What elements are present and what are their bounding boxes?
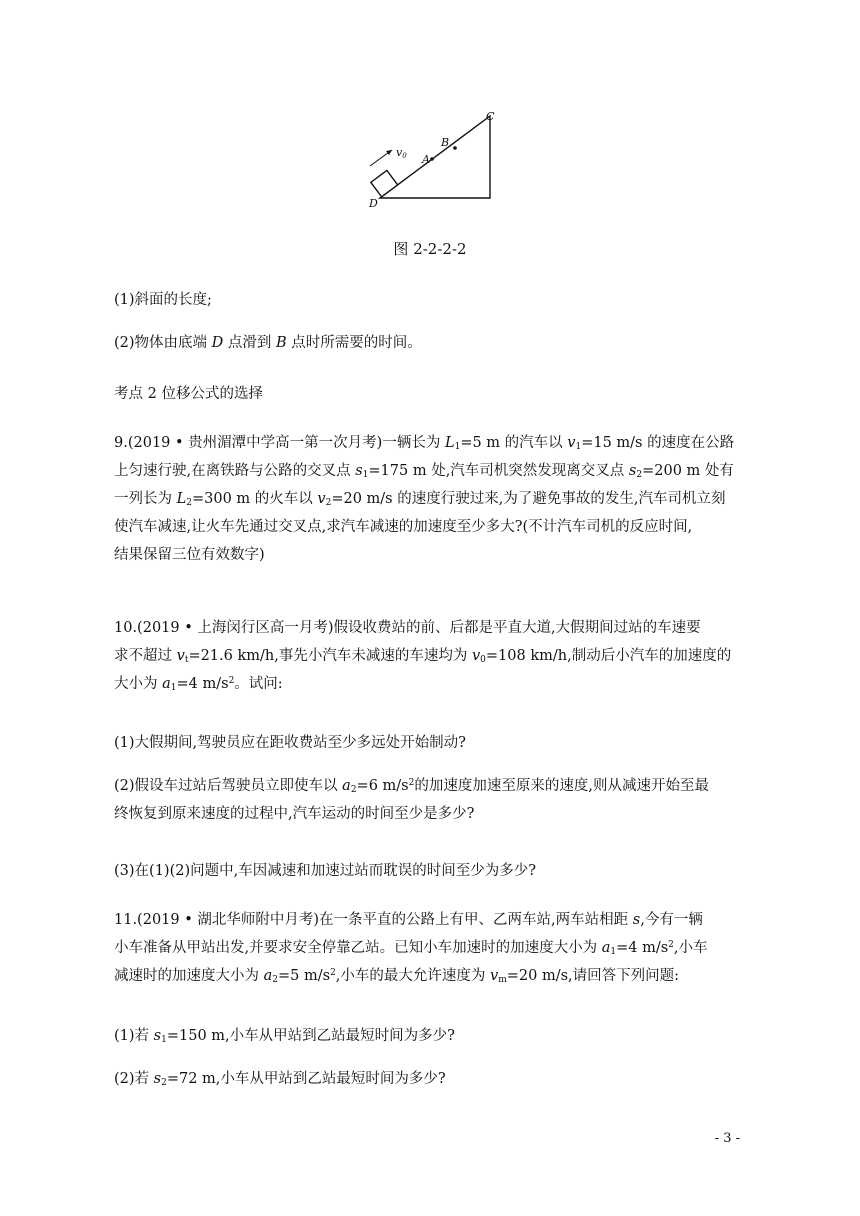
incline-diagram — [360, 108, 500, 212]
label-v0: v0 — [396, 146, 407, 160]
section-heading: 考点 2 位移公式的选择 — [114, 386, 263, 402]
question-11: 11.(2019 • 湖北华师附中月考)在一条平直的公路上有甲、乙两车站,两车站相距 s,今有一辆 小车准备从甲站出发,并要求安全停靠乙站。已知小车加速时的加速度大小为 $a_1=4$ $m/s^2$,小车 减速时的加速度大小为 $a_2=5$ $m/s^2$,小车的最大允许速度为 $v_m=20$ m/s,请回答下列问题: — [114, 912, 708, 985]
question-10-part-2: (2)假设车过站后驾驶员立即使车以 $a_2=6$ $m/s^2$的加速度加速至原来的速度,则从减速开始至最 终恢复到原来速度的过程中,汽车运动的时间至少是多少? — [114, 778, 709, 822]
figure-caption: 图 2-2-2-2 — [393, 240, 467, 258]
label-a: A — [422, 153, 430, 166]
question-11-part-1: (1)若 $s_1=150$ m,小车从甲站到乙站最短时间为多少? — [114, 1028, 455, 1045]
question-10-part-3: (3)在(1)(2)问题中,车因减速和加速过站而耽误的时间至少为多少? — [114, 863, 536, 879]
label-b: B — [441, 136, 450, 149]
question-10: 10.(2019 • 上海闵行区高一月考)假设收费站的前、后都是平直大道,大假期间过站的车速要 求不超过 $v_t=21.6$ km/h,事先小汽车未减速的车速均为 $v_0=108$ km/h,制动后小汽车的加速度的 大小为 $a_1=4$ $m/s^2$。试问: — [114, 620, 732, 693]
question-9: 9.(2019 • 贵州湄潭中学高一第一次月考)一辆长为 $L_1=5$ m 的汽车以 $v_1=15$ m/s 的速度在公路 上匀速行驶,在离铁路与公路的交叉点 $s_1=175$ m 处,汽车司机突然发现离交叉点 $s_2=200$ m 处有 一列长为 $L_2=300$ m 的火车以 $v_2=20$ m/s 的速度行驶过来,为了避免事故的发生,汽车司机立刻 使汽车减速,让火车先通过交叉点,求汽车减速的加速度至少多大?(不计汽车司机的反应时间, 结果保留三位有效数字) — [114, 435, 735, 563]
label-c: C — [486, 110, 495, 123]
question-10-part-1: (1)大假期间,驾驶员应在距收费站至少多远处开始制动? — [114, 735, 466, 751]
label-d: D — [369, 197, 378, 210]
page-number: - 3 - — [714, 1131, 740, 1146]
question-part-1: (1)斜面的长度; — [114, 292, 212, 308]
question-part-2: (2)物体由底端 D 点滑到 B 点时所需要的时间。 — [114, 335, 422, 351]
question-11-part-2: (2)若 $s_2=72$ m,小车从甲站到乙站最短时间为多少? — [114, 1071, 446, 1088]
